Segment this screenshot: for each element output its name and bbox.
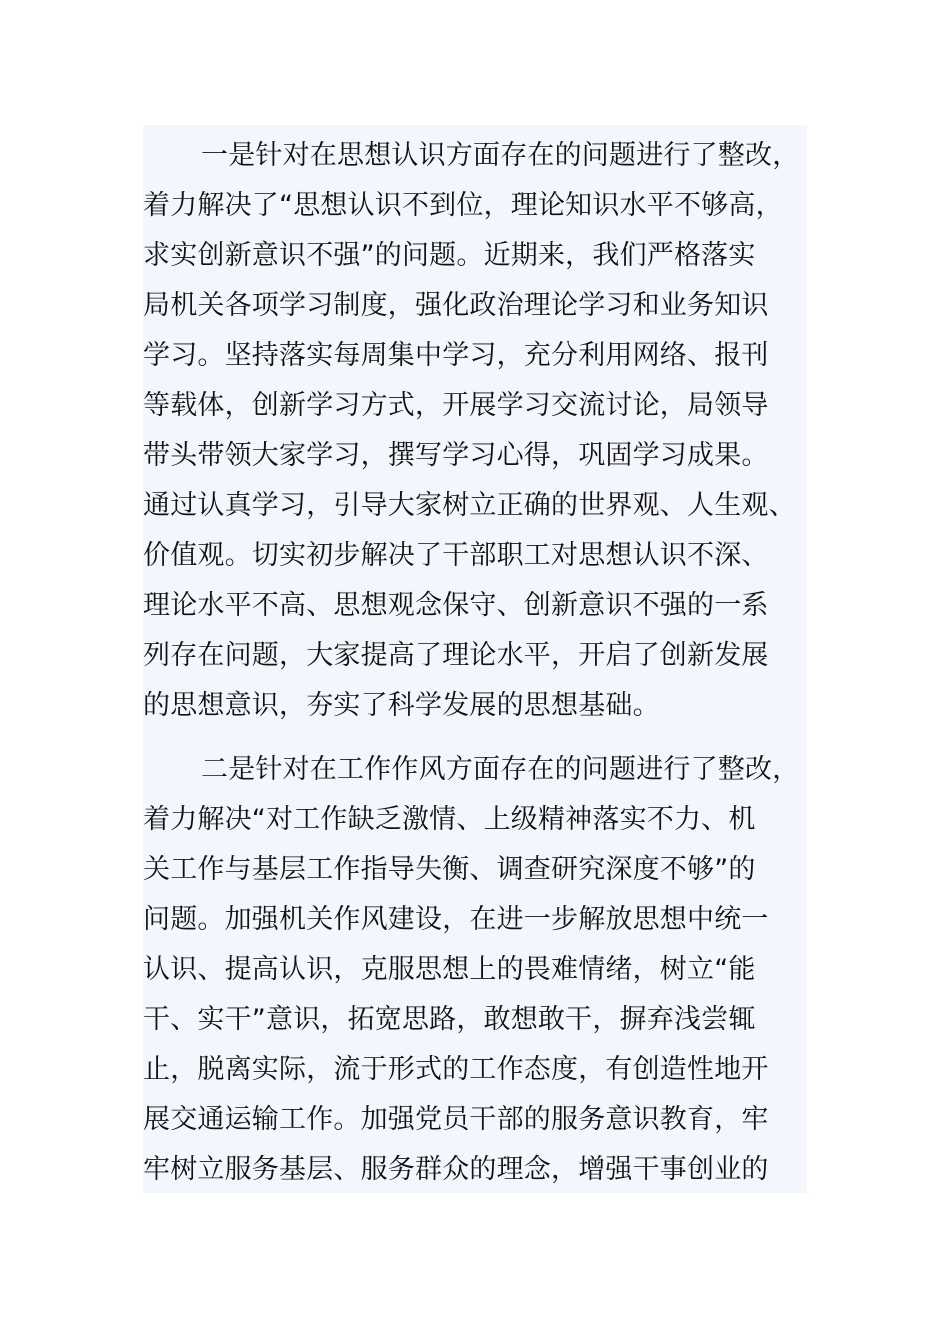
document-text-block (143, 125, 807, 1193)
paragraph-line: 通过认真学习，引导大家树立正确的世界观、人生观、 (143, 490, 796, 521)
paragraph-line: 问题。加强机关作风建设，在进一步解放思想中统一 (143, 904, 769, 935)
paragraph-line: 着力解决了“思想认识不到位，理论知识水平不够高， (143, 190, 783, 221)
paragraph-line: 等载体，创新学习方式，开展学习交流讨论，局领导 (143, 390, 769, 421)
paragraph-line: 带头带领大家学习，撰写学习心得，巩固学习成果。 (143, 440, 769, 471)
paragraph-2 (143, 745, 807, 1195)
paragraph-line: 的思想意识，夯实了科学发展的思想基础。 (143, 690, 660, 721)
paragraph-line: 学习。坚持落实每周集中学习，充分利用网络、报刊 (143, 340, 769, 371)
paragraph-line: 求实创新意识不强”的问题。近期来，我们严格落实 (143, 240, 756, 271)
paragraph-line: 一是针对在思想认识方面存在的问题进行了整改， (201, 140, 800, 171)
paragraph-line: 价值观。切实初步解决了干部职工对思想认识不深、 (143, 540, 769, 571)
paragraph-line: 着力解决“对工作缺乏激情、上级精神落实不力、机 (143, 804, 756, 835)
paragraph-line: 展交通运输工作。加强党员干部的服务意识教育，牢 (143, 1104, 769, 1135)
paragraph-line: 局机关各项学习制度，强化政治理论学习和业务知识 (143, 290, 769, 321)
paragraph-line: 二是针对在工作作风方面存在的问题进行了整改， (201, 754, 800, 785)
paragraph-line: 认识、提高认识，克服思想上的畏难情绪，树立“能 (143, 954, 756, 985)
paragraph-line: 理论水平不高、思想观念保守、创新意识不强的一系 (143, 590, 769, 621)
paragraph-line: 列存在问题，大家提高了理论水平，开启了创新发展 (143, 640, 769, 671)
paragraph-line: 止，脱离实际，流于形式的工作态度，有创造性地开 (143, 1054, 769, 1085)
paragraph-line: 牢树立服务基层、服务群众的理念，增强干事创业的 (143, 1154, 769, 1185)
paragraph-1 (143, 131, 807, 731)
paragraph-line: 关工作与基层工作指导失衡、调查研究深度不够”的 (143, 854, 756, 885)
paragraph-line: 干、实干”意识，拓宽思路，敢想敢干，摒弃浅尝辄 (143, 1004, 756, 1035)
